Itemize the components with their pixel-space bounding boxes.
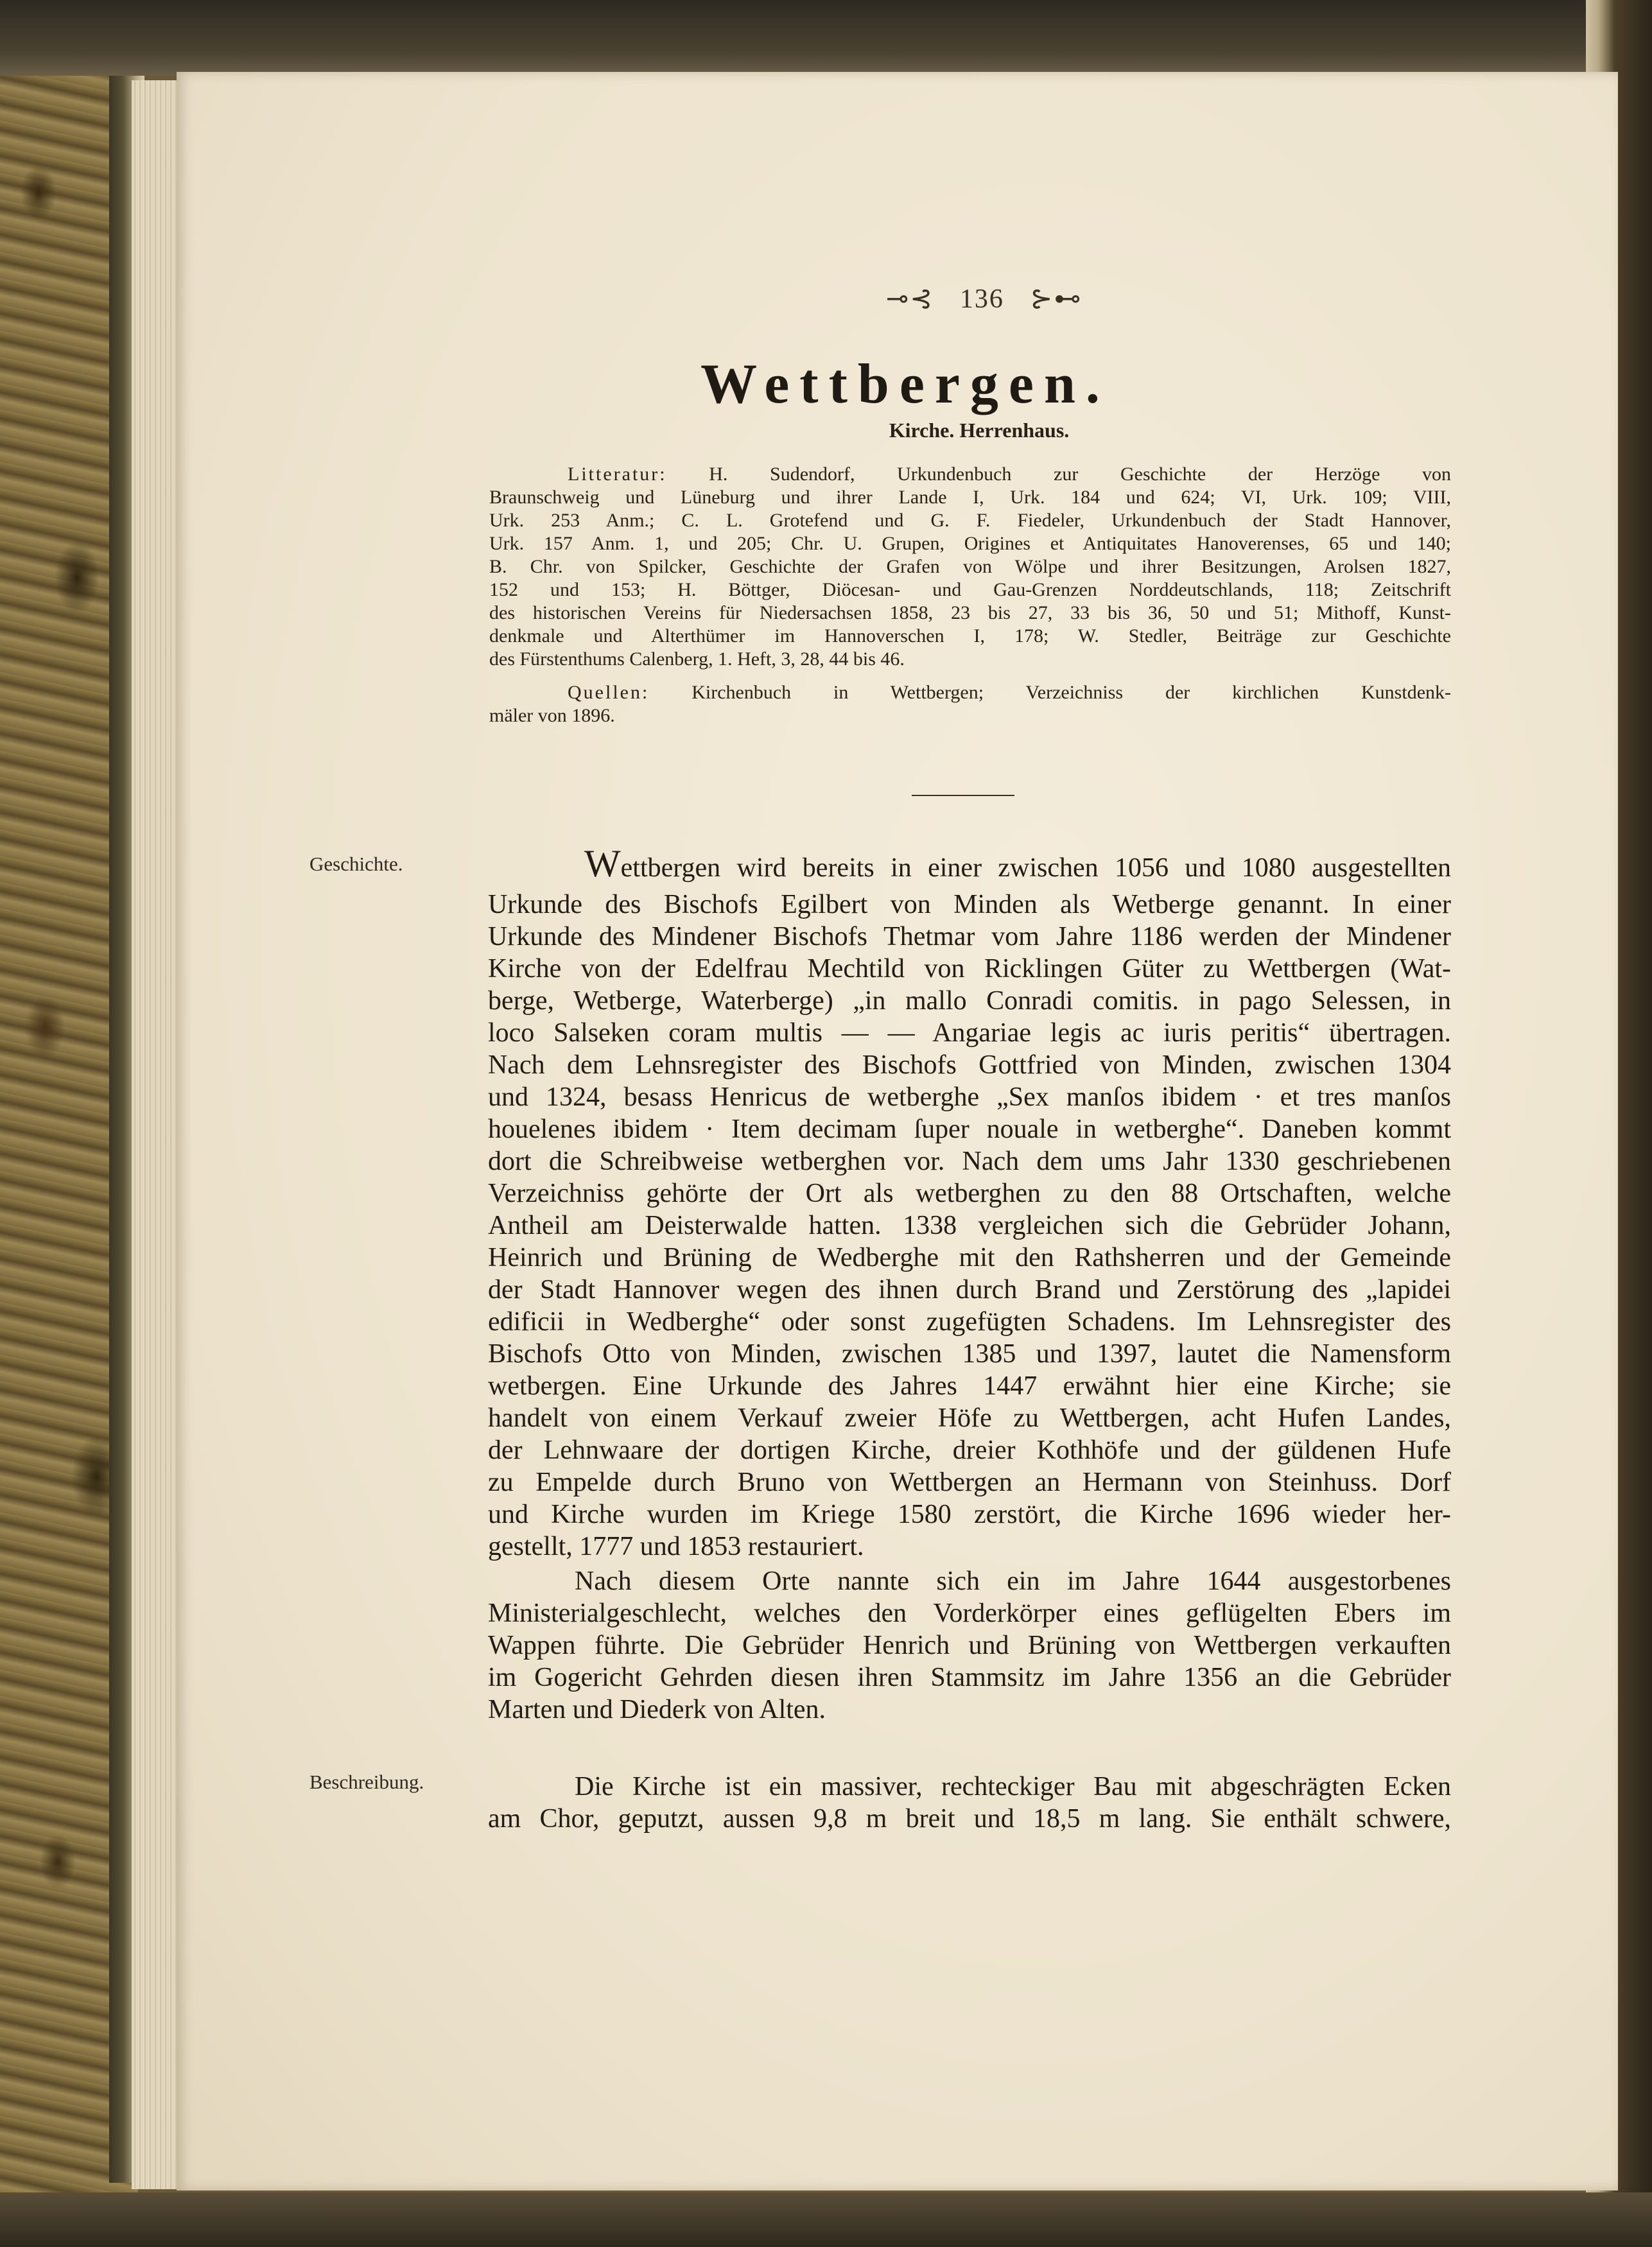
history-line — [488, 842, 1451, 885]
margin-note-description: Beschreibung. — [309, 1771, 424, 1793]
history-dropcap: W — [584, 842, 621, 885]
literature-line — [489, 464, 1451, 485]
history-line: Bischofs Otto von Minden, zwischen 1385 und 1397, lautet die Namensform — [488, 1339, 1451, 1369]
history-line: Kirche von der Edelfrau Mechtild von Ricklingen Güter zu Wettbergen (Wat- — [488, 954, 1451, 984]
history-line: edificii in Wedberghe“ oder sonst zugefügten Schadens. Im Lehnsregister des — [488, 1307, 1451, 1337]
history2-line: Marten und Diederk von Alten. — [488, 1695, 826, 1724]
literature-line: B. Chr. von Spilcker, Geschichte der Grafen von Wölpe und ihrer Besitzungen, Arolsen 1827, — [489, 556, 1451, 577]
history-line: und 1324, besass Henricus de wetberghe „Sex manſos ibidem · et tres manſos — [488, 1082, 1451, 1112]
sources-line: mäler von 1896. — [489, 705, 615, 726]
description-line: am Chor, geputzt, aussen 9,8 m breit und 18,5 m lang. Sie enthält schwere, — [488, 1804, 1451, 1834]
history-line: zu Empelde durch Bruno von Wettbergen an Hermann von Steinhuss. Dorf — [488, 1468, 1451, 1497]
page-number-ornament-right: ⊱⊷ — [1030, 284, 1082, 314]
history-line: dort die Schreibweise wetberghen vor. Nach dem ums Jahr 1330 geschriebenen — [488, 1147, 1451, 1176]
literature-text: H. Sudendorf, Urkundenbuch zur Geschichte der Herzöge von — [709, 464, 1451, 485]
history2-line: Wappen führte. Die Gebrüder Henrich und Brüning von Wettbergen verkauften — [488, 1631, 1451, 1660]
history-line: Nach dem Lehnsregister des Bischofs Gottfried von Minden, zwischen 1304 — [488, 1050, 1451, 1080]
description-text: Die Kirche ist ein massiver, rechteckiger Bau mit abgeschrägten Ecken — [575, 1772, 1451, 1801]
section-divider — [912, 795, 1014, 796]
history2-line: Ministerialgeschlecht, welches den Vorderkörper eines geflügelten Ebers im — [488, 1599, 1451, 1628]
literature-line: des historischen Vereins für Niedersachsen 1858, 23 bis 27, 33 bis 36, 50 und 51; Mithoff, Kunst- — [489, 602, 1451, 623]
page-subtitle: Kirche. Herrenhaus. — [889, 419, 1070, 442]
history-line: loco Salseken coram multis — — Angariae legis ac iuris peritis“ übertragen. — [488, 1018, 1451, 1048]
page-number-value: 136 — [959, 284, 1004, 314]
history-text: ettbergen wird bereits in einer zwischen 1056 und 1080 ausgestellten — [620, 853, 1451, 883]
sources-line — [489, 682, 1451, 704]
bottom-background — [0, 2192, 1652, 2247]
literature-line: denkmale und Alterthümer im Hannoverschen I, 178; W. Stedler, Beiträge zur Geschichte — [489, 625, 1451, 646]
page-title: Wettbergen. — [700, 353, 1110, 415]
history-line: der Stadt Hannover wegen des ihnen durch Brand und Zerstörung des „lapidei — [488, 1275, 1451, 1305]
literature-label: Litteratur: — [568, 464, 667, 485]
margin-note-history: Geschichte. — [309, 853, 403, 875]
literature-line: Braunschweig und Lüneburg und ihrer Lande I, Urk. 184 und 624; VI, Urk. 109; VIII, — [489, 487, 1451, 508]
history2-text: Nach diesem Orte nannte sich ein im Jahre 1644 ausgestorbenes — [575, 1566, 1451, 1596]
literature-line: des Fürstenthums Calenberg, 1. Heft, 3, 28, 44 bis 46. — [489, 648, 905, 670]
history-line: berge, Wetberge, Waterberge) „in mallo Conradi comitis. in pago Selessen, in — [488, 986, 1451, 1016]
history-line: und Kirche wurden im Kriege 1580 zerstört, die Kirche 1696 wieder her- — [488, 1500, 1451, 1529]
literature-line: Urk. 157 Anm. 1, und 205; Chr. U. Grupen, Origines et Antiquitates Hanoverenses, 65 und 140; — [489, 533, 1451, 554]
history-line: gestellt, 1777 und 1853 restauriert. — [488, 1532, 864, 1561]
literature-line: Urk. 253 Anm.; C. L. Grotefend und G. F. Fiedeler, Urkundenbuch der Stadt Hannover, — [489, 510, 1451, 531]
sources-label: Quellen: — [568, 682, 650, 703]
history2-line — [488, 1566, 1451, 1596]
history-line: houelenes ibidem · Item decimam ſuper nouale in wetberghe“. Daneben kommt — [488, 1115, 1451, 1144]
page-edges — [132, 80, 183, 2189]
history-line: der Lehnwaare der dortigen Kirche, dreier Kothhöfe und der güldenen Hufe — [488, 1436, 1451, 1465]
history-line: Verzeichniss gehörte der Ort als wetberghen zu den 88 Ortschaften, welche — [488, 1179, 1451, 1208]
history-line: Antheil am Deisterwalde hatten. 1338 vergleichen sich die Gebrüder Johann, — [488, 1211, 1451, 1240]
page-number — [886, 282, 1082, 315]
history2-line: im Gogericht Gehrden diesen ihren Stammsitz im Jahre 1356 an die Gebrüder — [488, 1663, 1451, 1692]
page-number-ornament-left: ⊸⊰ — [886, 284, 934, 314]
sources-text: Kirchenbuch in Wettbergen; Verzeichniss der kirchlichen Kunstdenk- — [691, 682, 1451, 703]
top-background — [0, 0, 1652, 76]
description-line — [488, 1772, 1451, 1801]
history-line: Urkunde des Mindener Bischofs Thetmar vom Jahre 1186 werden der Mindener — [488, 922, 1451, 951]
history-line: Heinrich und Brüning de Wedberghe mit den Rathsherren und der Gemeinde — [488, 1243, 1451, 1272]
history-line: handelt von einem Verkauf zweier Höfe zu Wettbergen, acht Hufen Landes, — [488, 1403, 1451, 1433]
history-line: Urkunde des Bischofs Egilbert von Minden als Wetberge genannt. In einer — [488, 890, 1451, 919]
history-line: wetbergen. Eine Urkunde des Jahres 1447 erwähnt hier eine Kirche; sie — [488, 1371, 1451, 1401]
literature-line: 152 und 153; H. Böttger, Diöcesan- und Gau-Grenzen Norddeutschlands, 118; Zeitschrift — [489, 579, 1451, 600]
